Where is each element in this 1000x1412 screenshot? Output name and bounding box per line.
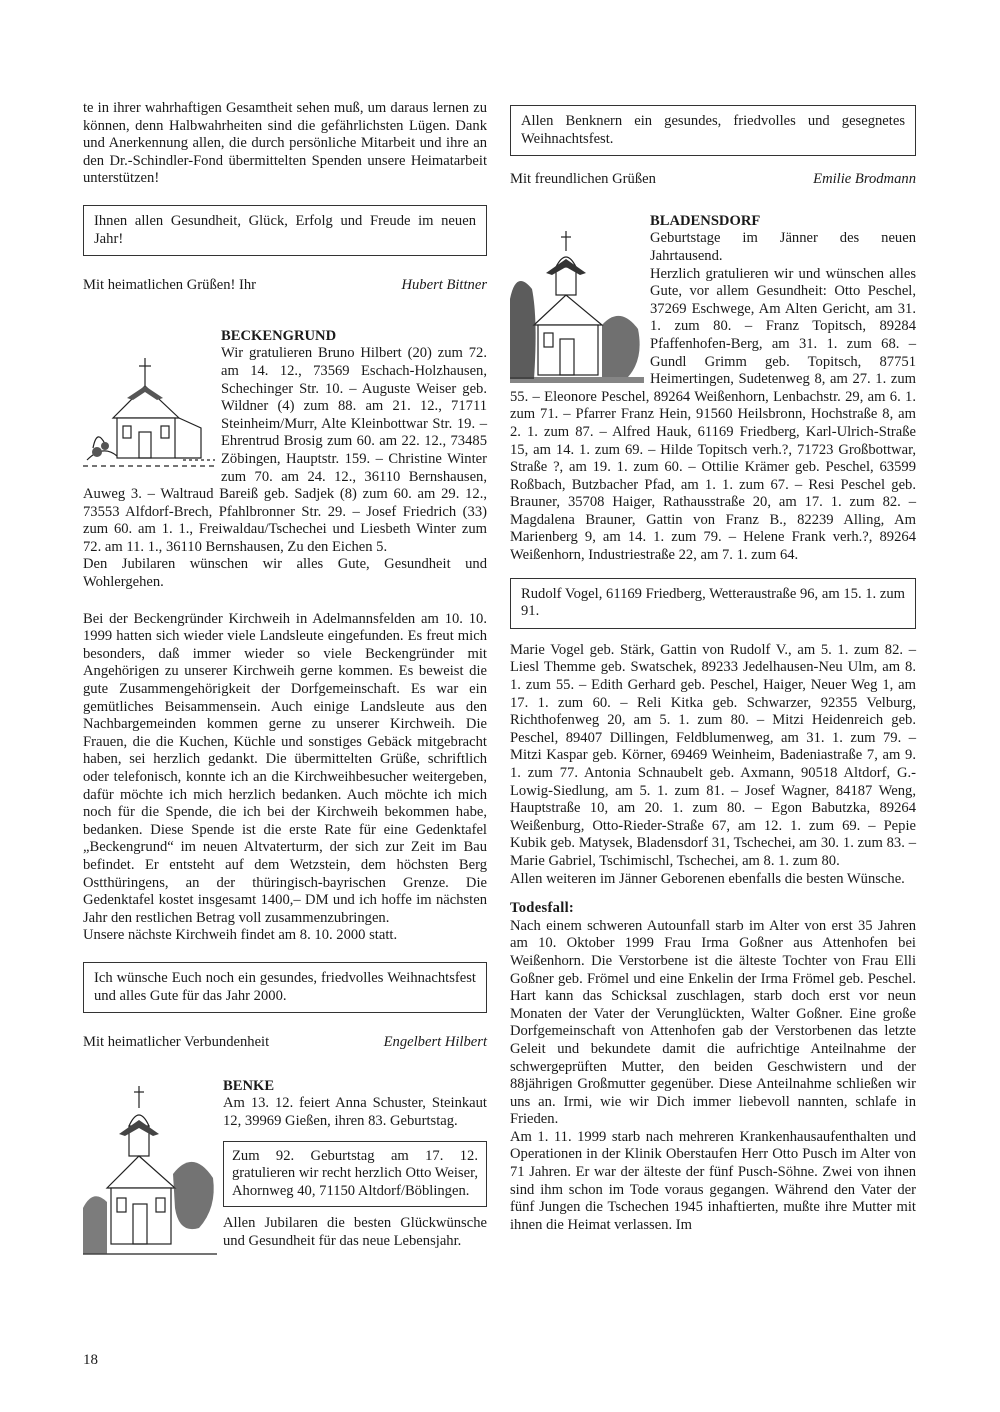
others-text: Allen weiteren im Jänner Geborenen ebenfalls die besten Wünsche.: [510, 870, 905, 887]
todesfall-heading: Todesfall:: [510, 900, 575, 917]
chapel-illustration-bladensdorf: [510, 229, 644, 387]
signature-name-2: Engelbert Hilbert: [383, 1034, 487, 1051]
beckengrund-text: Wir gratulieren Bruno Hilbert (20) zum 72. am 14. 12., 73569 Eschach-Holzhausen, Schechinger Str. 10. – Auguste Weiser geb. Wildner (4) zum 88. am 21. 12., 71711 Steinheim/Murr, Alte Kleinbottwar Str. 19. – Ehrentrud Brosig zum 60. am 22. 12., 73485 Zöbingen, Hauptstr. 159. – Christine Winter zum 70. am 24. 12., 36110 Bernshausen, Auweg 3. – Waltraud Bareiß geb. Sadjek (8) zum 60. am 29. 12., 73553 Alfdorf-Brech, Pfahlbronner Str. 29. – Josef Friedrich (33) zum 60. am 1. 1., Freiwaldau/Tschechei und Liesbeth Winter zum 72. am 11. 1., 36110 Bernshausen, Zu den Eichen 5.: [83, 345, 487, 555]
bladensdorf-subheading: Geburtstage im Jänner des neuen Jahrtausend.: [650, 230, 916, 264]
left-column: [83, 100, 487, 1274]
wish-box: [83, 962, 487, 1013]
intro-paragraph: te in ihrer wahrhaftigen Gesamtheit sehen muß, um daraus lernen zu können, denn Halbwahrheiten sind die gefährlichsten Lügen. Dank und Anerkennung allen, die durch persönliche Mitarbeit und ihre an den Dr.-Schindler-Fond übermittelten Spenden unsere Heimatarbeit unterstützen!: [83, 100, 487, 187]
signature-text-right: Mit freundlichen Grüßen: [510, 171, 656, 188]
todesfall-text-1: Nach einem schweren Autounfall starb im Alter von erst 35 Jahren am 10. Oktober 1999 Frau Irma Goßner aus Attenhofen bei Weißenhorn. Die Verstorbene ist die älteste Tochter von Frau Elli Goßner geb. Frömel und eine Enkelin der Irma Frömel geb. Peschel. Hart kann das Schicksal zuschlagen, starb doch erst vor neun Monaten der Vater der Verunglückten, Walter Goßner. Eine große Dorfgemeinschaft von Attenhofen gab der Verstorbenen das letzte Geleit und bekundete damit die aufrichtige Anteilnahme der schwergeprüften Mutter, den beiden Geschwistern und der 88jährigen Großmutter gegenüber. Diese Anteilnahme schließen wir uns an. Irmi, wie wir Dich immer liebevoll nannten, schlafe in Frieden.: [510, 917, 916, 1128]
vogel-text: Marie Vogel geb. Stärk, Gattin von Rudolf V., am 5. 1. zum 82. – Liesl Themme geb. Swatschek, 89233 Jedelhausen-Neu Ulm, am 8. 1. zum 55. – Edith Gerhard geb. Peschel, Haiger, Neuer Weg 1, am 17. 1. zum 60. – Reli Kitka geb. Schwarzer, 92355 Velburg, Richthofenweg 20, am 5. 1. zum 80. – Mitzi Heidenreich geb. Peschel, 89407 Dillingen, Feldblumenweg, am 31. 1. zum 79. – Mitzi Kaspar geb. Körner, 69469 Weinheim, Badeniastraße 7, am 9. 1. zum 77. Antonia Schnaubelt geb. Axmann, 90518 Altdorf, G.-Lowig-Siedlung, am 5. 1. zum 81. – Josef Wagner, 84187 Weng, Hauptstraße 10, am 20. 1. zum 80. – Egon Babutzka, 89264 Weißenburg, Otto-Rieder-Straße 67, am 12. 1. zum 69. – Pepie Kubik geb. Matysek, Bladensdorf 31, Tschechei, am 30. 1. zum 83. – Marie Gabriel, Tschimischl, Tschechei, am 8. 1. zum 80.: [510, 641, 916, 869]
wish-text: Ich wünsche Euch noch ein gesundes, friedvolles Weihnachtsfest und alles Gute für das Jahr 2000.: [94, 969, 476, 1004]
todesfall-text-2: Am 1. 11. 1999 starb nach mehreren Krankenhausaufenthalten und Operationen in der Klinik Oberstaufen Herr Otto Pusch im Alter von 71 Jahren. Er war der älteste der fünf Pusch-Söhne. Zwei von ihnen sind ihm schon im Tode voraus gegangen. Während den Vater der fünf Jungen die Tschechen 1945 inhaftierten, mußte ihre Mutter mit ihnen die Heimat verlassen. Im: [510, 1128, 916, 1233]
benkner-greeting-text: Allen Benknern ein gesundes, friedvolles und gesegnetes Weihnachtsfest.: [521, 113, 905, 147]
signature-line-2: [83, 1034, 487, 1052]
vogel-box-text: Rudolf Vogel, 61169 Friedberg, Wetteraustraße 96, am 15. 1. zum 91.: [521, 585, 905, 620]
section-beckengrund: [83, 328, 487, 557]
section-heading-bladensdorf: BLADENSDORF: [650, 212, 761, 229]
vogel-box: [510, 578, 916, 629]
jubilare-text: Den Jubilaren wünschen wir alles Gute, Gesundheit und Wohlergehen.: [83, 556, 487, 591]
bladensdorf-text: Herzlich gratulieren wir und wünschen alles Gute, vor allem Gesundheit: Otto Peschel, 37269 Eschwege, Am Alten Gericht, am 31. 1. zum 80. – Franz Topitsch, 89284 Pfaffenhofen-Berg, am 31. 1. zum 68. – Gundl Grimm geb. Topitsch, 87751 Heimertingen, Sudetenweg 8, am 27. 1. zum 55. – Eleonore Peschel, 89264 Weißenhorn, Lenbachstr. 29, am 6. 1. zum 71. – Pfarrer Franz Hein, 91560 Heilsbronn, Hochstraße 8, am 2. 1. zum 87. – Alfred Hauk, 61169 Friedberg, Karl-Ulrich-Straße 15, am 14. 1. zum 69. – Hilde Topitsch verh.?, 71723 Großbottwar, Straße ?, am 19. 1. zum 60. – Ottilie Krämer geb. Peschel, 63599 Roßbach, Butzbacher Pfad, am 1. 1. zum 67. – Resi Peschel geb. Brauner, 35708 Haiger, Rathausstraße 20, am 17. 1. zum 82. – Magdalena Brauner, Gattin von Franz B., 82239 Alling, Am Marienberg 9, am 14. 1. zum 79. – Helene Frank verh.?, 89264 Weißenhorn, Industriestraße 22, am 7. 1. zum 64.: [510, 265, 916, 564]
kirchweih-text: Bei der Beckengründer Kirchweih in Adelmannsfelden am 10. 10. 1999 hatten sich wieder viele Landsleute eingefunden. Es freut mich besonders, daß immer wieder so viele Beckengründer mit Angehörigen zu unserer Kirchweih gerne kommen. Es beweist die gute Zusammengehörigkeit der Dorfgemeinschaft. Es war ein gemütliches Beisammensein. Auch einige Landsleute aus den Nachbargemeinden kommen gerne zu unserer Kirchweih. Die Frauen, die die Kuchen, Küchle und sonstiges Gebäck mitgebracht haben, sei herzlich gedankt. Die übermittelten Grüße, schriftlich oder telefonisch, konnte ich an die Kirchweihbesucher weitergeben, dafür möchte ich mich herzlich bedanken. Auch möchte ich mich noch für die Spende, die ich bei der Kirchweih bekommen habe, bedanken. Diese Spende ist die erste Rate für eine Gedenktafel „Beckengrund“ im neuen Altvaterturm, der sich zur Zeit im Bau befindet. Er entsteht auf dem Wetzstein, dem höchsten Berg Ostthüringens, an der thüringisch-bayrischen Grenze. Die Gedenktafel kostet insgesamt 1400,– DM und ich hoffe im nächsten Jahr den restlichen Betrag voll zusammenzubringen.: [83, 610, 487, 926]
section-bladensdorf: [510, 213, 916, 565]
signature-text-2: Mit heimatlicher Verbundenheit: [83, 1034, 270, 1051]
next-kirchweih-text: Unsere nächste Kirchweih findet am 8. 10. 2000 statt.: [83, 927, 398, 944]
section-benke: [83, 1078, 487, 1251]
benke-end-text: Allen Jubilaren die besten Glückwünsche und Gesundheit für das neue Lebensjahr.: [223, 1215, 487, 1249]
signature-line-right: [510, 171, 916, 189]
benke-box: [223, 1141, 487, 1208]
section-heading-benke: BENKE: [223, 1077, 275, 1094]
signature-name-right: Emilie Brodmann: [813, 171, 916, 188]
page-number: 18: [83, 1352, 98, 1368]
greeting-box: [83, 205, 487, 256]
benkner-greeting-box: [510, 105, 916, 156]
signature-line: [83, 277, 487, 295]
benke-box-text: Zum 92. Geburtstag am 17. 12. gratulieren wir recht herzlich Otto Weiser, Ahornweg 40, 71150 Altdorf/Böblingen.: [232, 1147, 478, 1199]
greeting-text: Ihnen allen Gesundheit, Glück, Erfolg und Freude im neuen Jahr!: [94, 212, 476, 247]
signature-text: Mit heimatlichen Grüßen! Ihr: [83, 277, 257, 294]
section-heading: BECKENGRUND: [221, 327, 337, 344]
right-column: [510, 100, 916, 1234]
chapel-illustration: [83, 1078, 217, 1274]
signature-name: Hubert Bittner: [401, 277, 487, 294]
benke-text: Am 13. 12. feiert Anna Schuster, Steinkaut 12, 39969 Gießen, ihren 83. Geburtstag.: [223, 1095, 487, 1129]
church-illustration: [83, 348, 217, 472]
